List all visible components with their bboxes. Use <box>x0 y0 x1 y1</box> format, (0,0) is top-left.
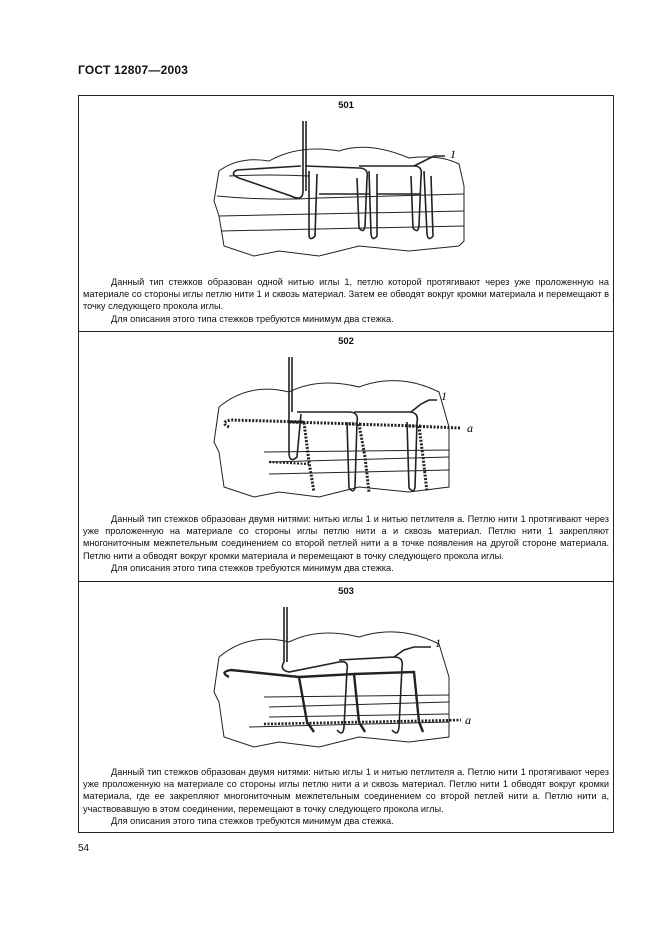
section-501 <box>79 96 613 331</box>
section-number: 503 <box>338 586 354 597</box>
stitch-502-diagram <box>209 352 479 512</box>
minimum-stitches-note: Для описания этого типа стежков требуются минимум два стежка. <box>111 562 394 573</box>
section-description <box>83 276 609 325</box>
section-description <box>83 766 609 827</box>
minimum-stitches-note: Для описания этого типа стежков требуются минимум два стежка. <box>111 815 394 826</box>
stitch-501-diagram <box>209 116 479 276</box>
description-paragraph: Данный тип стежков образован двумя нитями: нитью иглы 1 и нитью петлителя a. Петлю нити 1 протягивают через уже проложенную на материале со стороны иглы петлю нити a и сквозь материал. Петлю нити 1 закрепляют многониточным межпетельным соединением со второй петлей нити a в точке появления на другой стороне материала. Петлю нити a обводят вокруг кромки материала и перемещают в точку следующего прокола иглы. <box>83 514 609 561</box>
stitch-table <box>78 95 614 833</box>
document-header: ГОСТ 12807—2003 <box>78 63 189 77</box>
minimum-stitches-note: Для описания этого типа стежков требуются минимум два стежка. <box>111 313 394 324</box>
description-paragraph: Данный тип стежков образован одной нитью иглы 1, петлю которой протягивают через уже проложенную на материале со стороны иглы петлю нити 1 и сквозь материал. Затем ее обводят вокруг кромки материала и перемещают в точку следующего прокола иглы. <box>83 277 609 312</box>
section-description <box>83 513 609 574</box>
section-number: 501 <box>338 100 354 111</box>
section-503 <box>79 581 613 834</box>
section-502 <box>79 331 613 581</box>
thread-label-1: 1 <box>441 389 447 403</box>
stitch-503-diagram <box>209 602 479 757</box>
section-number: 502 <box>338 336 354 347</box>
page-number: 54 <box>78 843 90 854</box>
thread-label-a: a <box>465 713 471 727</box>
description-paragraph: Данный тип стежков образован двумя нитями: нитью иглы 1 и нитью петлителя a. Петлю нити 1 протягивают через уже проложенную на материале со стороны иглы петлю нити a и сквозь материал. Петлю нити 1 обводят вокруг кромки материала, где ее закрепляют многониточным межпетельным соединением со второй петлей нити a. Петлю нити a, участвовавшую в этом соединении, перемещают в точку следующего прокола иглы. <box>83 767 609 814</box>
thread-label-a: a <box>467 421 473 435</box>
thread-label-1: 1 <box>450 147 456 161</box>
thread-label-1: 1 <box>435 636 441 650</box>
